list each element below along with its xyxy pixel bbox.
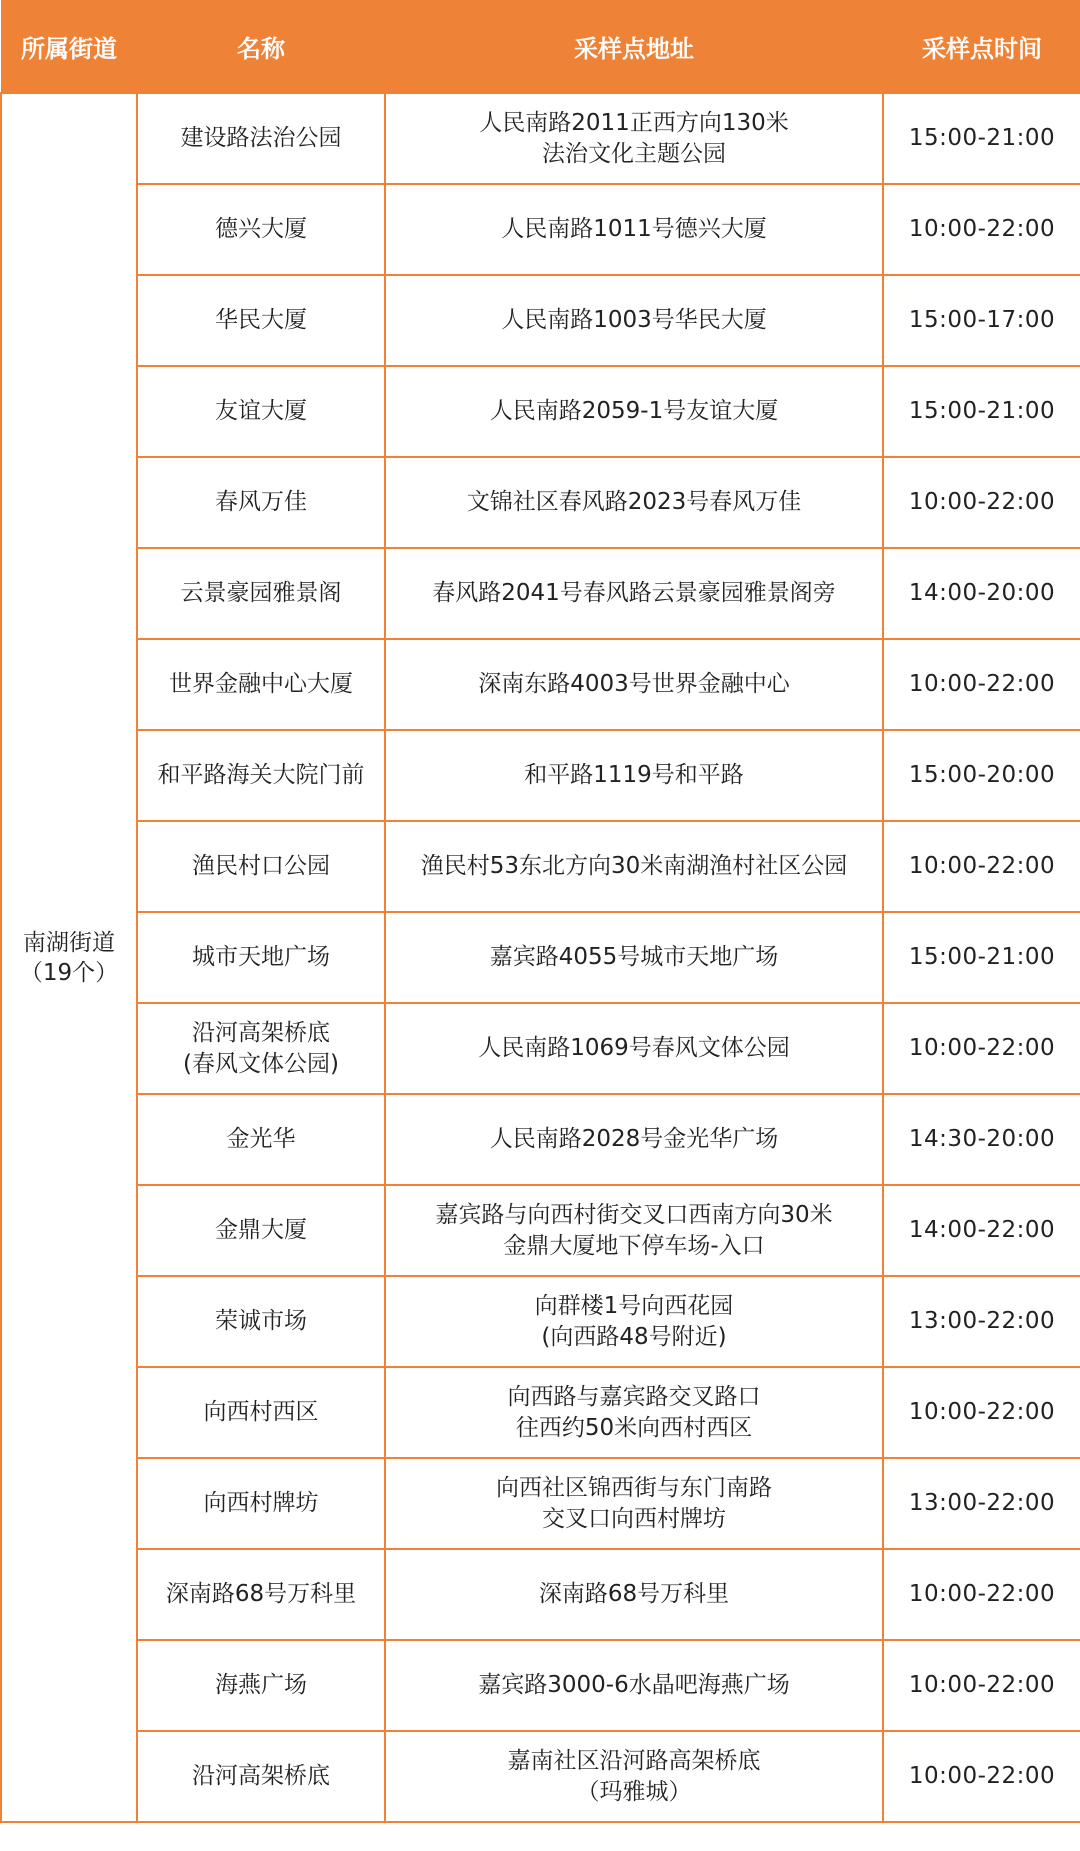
- time-cell: 15:00-21:00: [883, 93, 1080, 184]
- table-row: [1, 639, 1080, 730]
- name-cell: 向西村牌坊: [137, 1458, 385, 1549]
- address-cell: 嘉南社区沿河路高架桥底 （玛雅城）: [385, 1731, 883, 1822]
- name-cell: 金鼎大厦: [137, 1185, 385, 1276]
- address-cell: 人民南路2028号金光华广场: [385, 1094, 883, 1185]
- table-row: [1, 548, 1080, 639]
- address-cell: 嘉宾路4055号城市天地广场: [385, 912, 883, 1003]
- table-row: [1, 1640, 1080, 1731]
- table-row: [1, 821, 1080, 912]
- time-cell: 10:00-22:00: [883, 1549, 1080, 1640]
- name-cell: 华民大厦: [137, 275, 385, 366]
- time-cell: 10:00-22:00: [883, 821, 1080, 912]
- table-body: [1, 93, 1080, 1822]
- table-row: [1, 1003, 1080, 1094]
- name-cell: 春风万佳: [137, 457, 385, 548]
- address-cell: 人民南路1069号春风文体公园: [385, 1003, 883, 1094]
- name-cell: 建设路法治公园: [137, 93, 385, 184]
- time-cell: 14:00-22:00: [883, 1185, 1080, 1276]
- time-cell: 10:00-22:00: [883, 1003, 1080, 1094]
- name-cell: 向西村西区: [137, 1367, 385, 1458]
- time-cell: 10:00-22:00: [883, 1731, 1080, 1822]
- address-cell: 文锦社区春风路2023号春风万佳: [385, 457, 883, 548]
- name-cell: 荣诚市场: [137, 1276, 385, 1367]
- name-cell: 沿河高架桥底 (春风文体公园): [137, 1003, 385, 1094]
- header-time: 采样点时间: [883, 0, 1080, 93]
- name-cell: 友谊大厦: [137, 366, 385, 457]
- name-cell: 渔民村口公园: [137, 821, 385, 912]
- time-cell: 10:00-22:00: [883, 1367, 1080, 1458]
- time-cell: 14:00-20:00: [883, 548, 1080, 639]
- address-cell: 深南东路4003号世界金融中心: [385, 639, 883, 730]
- time-cell: 15:00-17:00: [883, 275, 1080, 366]
- header-address: 采样点地址: [385, 0, 883, 93]
- name-cell: 海燕广场: [137, 1640, 385, 1731]
- table-row: [1, 1731, 1080, 1822]
- name-cell: 城市天地广场: [137, 912, 385, 1003]
- time-cell: 14:30-20:00: [883, 1094, 1080, 1185]
- time-cell: 13:00-22:00: [883, 1458, 1080, 1549]
- name-cell: 德兴大厦: [137, 184, 385, 275]
- address-cell: 和平路1119号和平路: [385, 730, 883, 821]
- table-row: [1, 730, 1080, 821]
- address-cell: 向群楼1号向西花园 (向西路48号附近): [385, 1276, 883, 1367]
- header-name: 名称: [137, 0, 385, 93]
- address-cell: 向西路与嘉宾路交叉路口 往西约50米向西村西区: [385, 1367, 883, 1458]
- header-row: [1, 0, 1080, 93]
- name-cell: 世界金融中心大厦: [137, 639, 385, 730]
- time-cell: 10:00-22:00: [883, 184, 1080, 275]
- time-cell: 15:00-21:00: [883, 366, 1080, 457]
- table-row: [1, 184, 1080, 275]
- address-cell: 向西社区锦西街与东门南路 交叉口向西村牌坊: [385, 1458, 883, 1549]
- address-cell: 人民南路1011号德兴大厦: [385, 184, 883, 275]
- name-cell: 深南路68号万科里: [137, 1549, 385, 1640]
- table-row: [1, 93, 1080, 184]
- street-cell: 南湖街道 （19个）: [1, 93, 137, 1822]
- table-row: [1, 366, 1080, 457]
- table-row: [1, 1549, 1080, 1640]
- address-cell: 深南路68号万科里: [385, 1549, 883, 1640]
- address-cell: 人民南路1003号华民大厦: [385, 275, 883, 366]
- table-header: [1, 0, 1080, 93]
- header-street: 所属街道: [1, 0, 137, 93]
- address-cell: 嘉宾路3000-6水晶吧海燕广场: [385, 1640, 883, 1731]
- table-row: [1, 275, 1080, 366]
- time-cell: 10:00-22:00: [883, 639, 1080, 730]
- address-cell: 人民南路2059-1号友谊大厦: [385, 366, 883, 457]
- table-row: [1, 912, 1080, 1003]
- name-cell: 云景豪园雅景阁: [137, 548, 385, 639]
- name-cell: 沿河高架桥底: [137, 1731, 385, 1822]
- address-cell: 春风路2041号春风路云景豪园雅景阁旁: [385, 548, 883, 639]
- name-cell: 金光华: [137, 1094, 385, 1185]
- table-row: [1, 1276, 1080, 1367]
- table-row: [1, 457, 1080, 548]
- table-row: [1, 1367, 1080, 1458]
- time-cell: 15:00-20:00: [883, 730, 1080, 821]
- time-cell: 13:00-22:00: [883, 1276, 1080, 1367]
- table-row: [1, 1185, 1080, 1276]
- address-cell: 嘉宾路与向西村街交叉口西南方向30米 金鼎大厦地下停车场-入口: [385, 1185, 883, 1276]
- time-cell: 10:00-22:00: [883, 1640, 1080, 1731]
- address-cell: 人民南路2011正西方向130米 法治文化主题公园: [385, 93, 883, 184]
- name-cell: 和平路海关大院门前: [137, 730, 385, 821]
- table-row: [1, 1094, 1080, 1185]
- time-cell: 15:00-21:00: [883, 912, 1080, 1003]
- time-cell: 10:00-22:00: [883, 457, 1080, 548]
- address-cell: 渔民村53东北方向30米南湖渔村社区公园: [385, 821, 883, 912]
- table-row: [1, 1458, 1080, 1549]
